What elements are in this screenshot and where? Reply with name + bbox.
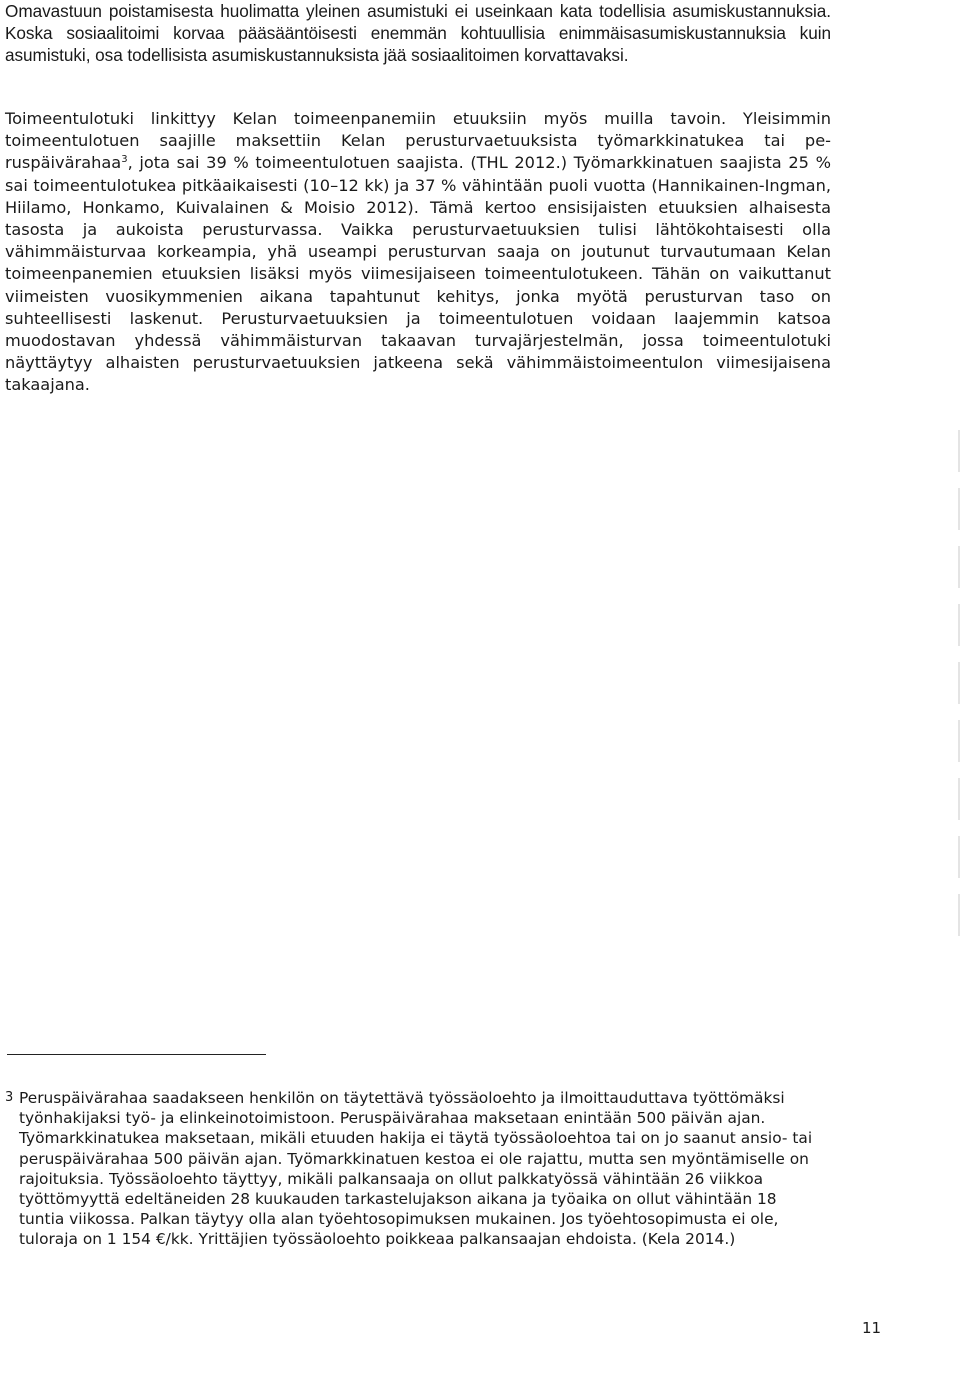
footnote-reference[interactable]: 3: [121, 154, 128, 166]
body-paragraph-1: Omavastuun poistamisesta huolimatta yleinen asumistuki ei useinkaan kata todellisia asumiskustannuksia. Koska sosiaalitoimi korvaa pääsääntöisesti enemmän kohtuullisia enimmäisasumiskustannuksia kuin asumistuki, osa todellisista asumiskustannuksista jää sosiaalitoimen korvattavaksi.: [5, 1, 831, 66]
footnote-text: Peruspäivärahaa saadakseen henkilön on täytettävä työssäoloehto ja ilmoittauduttava työttömäksi työnhakijaksi työ- ja elinkeinotoimistoon. Peruspäivärahaa maksetaan enintään 500 päivän ajan. Työmarkkinatukea maksetaan, mikäli etuuden hakija ei täytä työssäoloehtoa tai on jo saanut ansio- tai peruspäivärahaa 500 päivän ajan. Työmarkkinatuen kestoa ei ole rajattu, mutta sen myöntämiselle on rajoituksia. Työssäoloehto täyttyy, mikäli palkansaaja on ollut palkkatyössä vähintään 26 viikkoa työttömyyttä edeltäneiden 28 kuukauden tarkastelujakson aikana ja työaika on ollut vähintään 18 tuntia viikossa. Palkan täytyy olla alan työehtosopimuksen mukainen. Jos työehtosopimusta ei ole, tuloraja on 1 154 €/kk. Yrittäjien työssäoloehto poikkeaa palkansaajan ehdoista. (Kela 2014.): [19, 1089, 813, 1249]
body-paragraph-2-text-start: Toimeentulotuki linkittyy Kelan toimeenpanemiin etuuksiin myös muilla tavoin. Yleisimmin toimeentulotuen saajille maksettiin Kelan perusturvaetuuksista työmarkkinatukea tai peruspäivärahaa: [5, 109, 831, 173]
footnote-separator: [7, 1054, 266, 1055]
body-paragraph-2: [5, 108, 831, 397]
page-number: 11: [862, 1319, 882, 1337]
body-paragraph-2-text-end: , jota sai 39 % toimeentulotuen saajista. (THL 2012.) Työmarkkinatuen saajista 25 % sai toimeentulotukea pitkäaikaisesti (10–12 kk) ja 37 % vähintään puoli vuotta (Hannikainen-Ingman, Hiilamo, Honkamo, Kuivalainen & Moisio 2012). Tämä kertoo ensisijaisten etuuksien alhaisesta tasosta ja aukoista perusturvassa. Vaikka perusturvaetuuksien tulisi lähtökohtaisesti olla vähimmäisturvaa korkeampia, yhä useampi perusturvan saaja on joutunut turvautumaan Kelan toimeenpanemien etuuksien lisäksi myös viimesijaiseen toimeentulotukeen. Tähän on vaikuttanut viimeisten vuosikymmenien aikana tapahtunut kehitys, jonka myötä perusturvan taso on suhteellisesti laskenut. Perusturvaetuuksien ja toimeentulotuen voidaan laajemmin katsoa muodostavan yhdessä vähimmäisturvan takaavan turvajärjestelmän, jossa toimeentulotuki näyttäytyy alhaisten perusturvaetuuksien jatkeena sekä vähimmäistoimeentulon viimesijaisena takaajana.: [5, 153, 831, 395]
footnote-number: 3: [5, 1090, 14, 1105]
